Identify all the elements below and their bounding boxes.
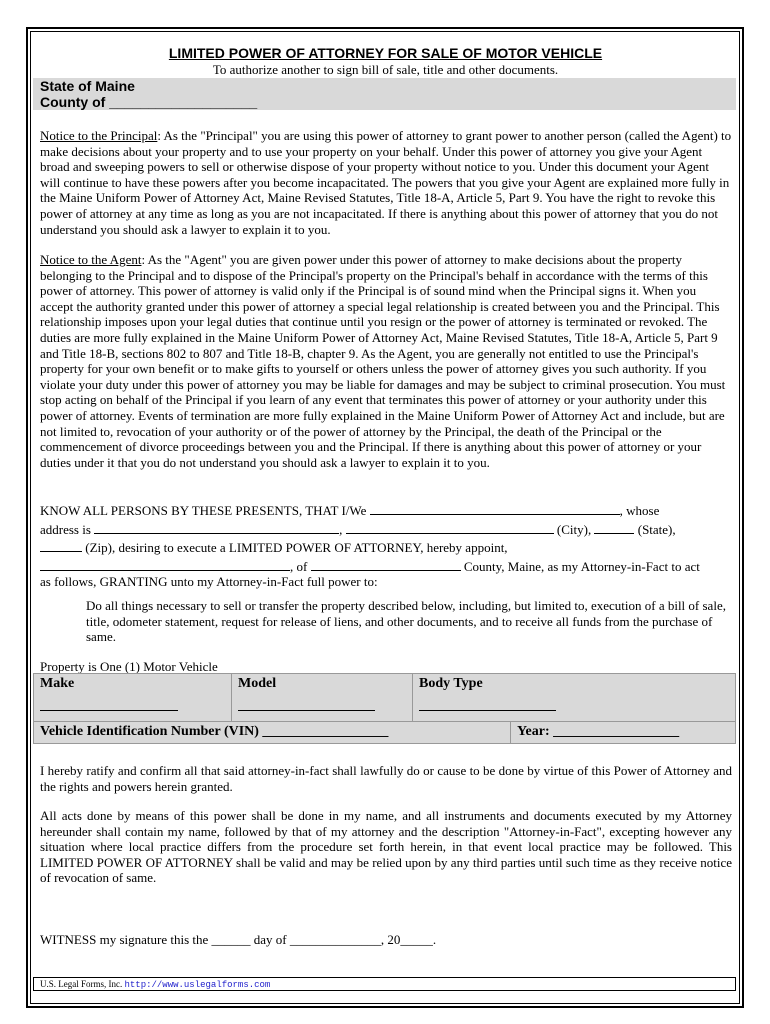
know-all-persons-paragraph — [40, 500, 732, 590]
vehicle-table — [33, 673, 736, 744]
body-type-field[interactable] — [419, 696, 556, 711]
address-field[interactable] — [94, 519, 339, 534]
witness-text: WITNESS my signature this the ______ day of ______________, 20_____. — [40, 932, 437, 947]
year-label: Year: __________________ — [517, 724, 680, 739]
vin-cell[interactable] — [34, 722, 511, 744]
state-county-box — [33, 78, 736, 110]
notice-principal-label: Notice to the Principal — [40, 128, 158, 143]
body-type-label: Body Type — [419, 676, 483, 691]
county-field[interactable] — [311, 556, 461, 571]
know-text-9: County, Maine, as my Attorney-in-Fact to act — [463, 558, 700, 574]
notice-agent-label: Notice to the Agent — [40, 252, 142, 267]
document-header — [40, 44, 731, 78]
notice-to-principal — [40, 128, 732, 237]
know-text-2: , whose — [619, 503, 660, 518]
powers-granted-text: Do all things necessary to sell or transfer the property described below, including, but limited to, execution of a bill of sale, title, odometer statement, request for release of liens, and other documents, and to receive all funds from the purchase of same. — [86, 598, 726, 645]
know-text-7: (Zip), desiring to execute a LIMITED POWER OF ATTORNEY, hereby appoint, — [85, 540, 508, 556]
witness-line — [40, 932, 732, 948]
know-text-6: (State), — [637, 521, 676, 537]
zip-field[interactable] — [40, 537, 82, 552]
document-subtitle: To authorize another to sign bill of sale, title and other documents. — [212, 62, 559, 77]
footer — [33, 977, 736, 991]
know-text-4: , — [339, 521, 343, 537]
county-label: County of ___________________ — [40, 94, 258, 110]
powers-granted-paragraph — [86, 598, 732, 645]
model-field[interactable] — [238, 696, 375, 711]
agent-name-field[interactable] — [40, 556, 290, 571]
model-label: Model — [238, 676, 277, 691]
vin-label: Vehicle Identification Number (VIN) __________________ — [40, 724, 389, 739]
city-field[interactable] — [346, 519, 554, 534]
know-text-1: KNOW ALL PERSONS BY THESE PRESENTS, THAT I/We — [40, 503, 367, 518]
ratify-text: I hereby ratify and confirm all that said attorney-in-fact shall lawfully do or cause to be done by virtue of this Power of Attorney and the rights and powers herein granted. — [40, 763, 732, 794]
know-text-3: address is — [40, 521, 91, 537]
state-field[interactable] — [594, 519, 634, 534]
acts-text: All acts done by means of this power shall be done in my name, and all instruments and documents executed by my Attorney hereunder shall contain my name, followed by that of my attorney and the description "Attorney-in-Fact", excepting however any situation where local practice differs from the procedure set forth herein, in that event local practice may be followed. This LIMITED POWER OF ATTORNEY shall be valid and may be relied upon by any third parties until such time as they receive notice of revocation of same. — [40, 808, 732, 886]
know-text-8: , of — [290, 558, 308, 574]
notice-agent-text: : As the "Agent" you are given power under this power of attorney to make decisions about the property belonging to the Principal and to dispose of the Principal's property on the Principal's behalf in accordance with the terms of this power of attorney. This power of attorney is valid only if the Principal is of sound mind when the Principal signs it. When you accept the authority granted under this power of attorney a special legal relationship is created between you and the Principal. This relationship imposes upon your legal duties that continue until you resign or the power of attorney is terminated or revoked. The duties are more fully explained in the Maine Uniform Power of Attorney Act, Maine Revised Statutes, Title 18-A, Article 5, Part 9 and Title 18-B, sections 802 to 807 and Title 18-B, chapter 9. As the Agent, you are generally not entitled to use the Principal's property for your own benefit or to make gifts to yourself or others unless the power of attorney gives you such authority. If you violate your duty under this power of attorney you may be liable for damages and may be subject to criminal prosecution. You must stop acting on behalf of the Principal if you learn of any event that terminates this power of attorney or your authority under this power of attorney. Events of termination are more fully explained in the Maine Uniform Power of Attorney Act and include, but are not limited to, revocation of your authority or of the power of attorney by the Principal, the death of the Principal or the commencement of divorce proceedings between you and the Principal. If there is anything about this power of attorney or your duties under it that you do not understand you should ask a lawyer to explain it to you. — [40, 252, 726, 470]
document-title: LIMITED POWER OF ATTORNEY FOR SALE OF MOTOR VEHICLE — [168, 45, 603, 61]
know-text-5: (City), — [556, 521, 592, 537]
make-field[interactable] — [40, 696, 178, 711]
property-label-text: Property is One (1) Motor Vehicle — [40, 659, 218, 674]
notice-principal-text: : As the "Principal" you are using this power of attorney to grant power to another person (called the Agent) to make decisions about your property and to use your property on your behalf. Under this power of attorney you give your Agent broad and sweeping powers to sell or otherwise dispose of your property without notice to you. Under this document your Agent will continue to have these powers after you become incapacitated. The powers that you give your Agent are explained more fully in the Maine Uniform Power of Attorney Act, Maine Revised Statutes, Title 18-A, Article 5, Part 9. You have the right to revoke this power of attorney at any time as long as you are not incapacitated. If there is anything about this power of attorney that you do not understand you should ask a lawyer to explain it to you. — [40, 128, 732, 237]
footer-link[interactable]: http://www.uslegalforms.com — [124, 980, 271, 990]
acts-paragraph — [40, 808, 732, 886]
ratify-paragraph — [40, 763, 732, 794]
state-label: State of Maine — [40, 78, 135, 94]
footer-company: U.S. Legal Forms, Inc. — [40, 979, 123, 989]
notice-to-agent — [40, 252, 732, 470]
know-text-10: as follows, GRANTING unto my Attorney-in-Fact full power to: — [40, 574, 378, 590]
principal-name-field[interactable] — [370, 500, 620, 515]
make-label: Make — [40, 676, 75, 691]
year-cell[interactable] — [511, 722, 736, 744]
